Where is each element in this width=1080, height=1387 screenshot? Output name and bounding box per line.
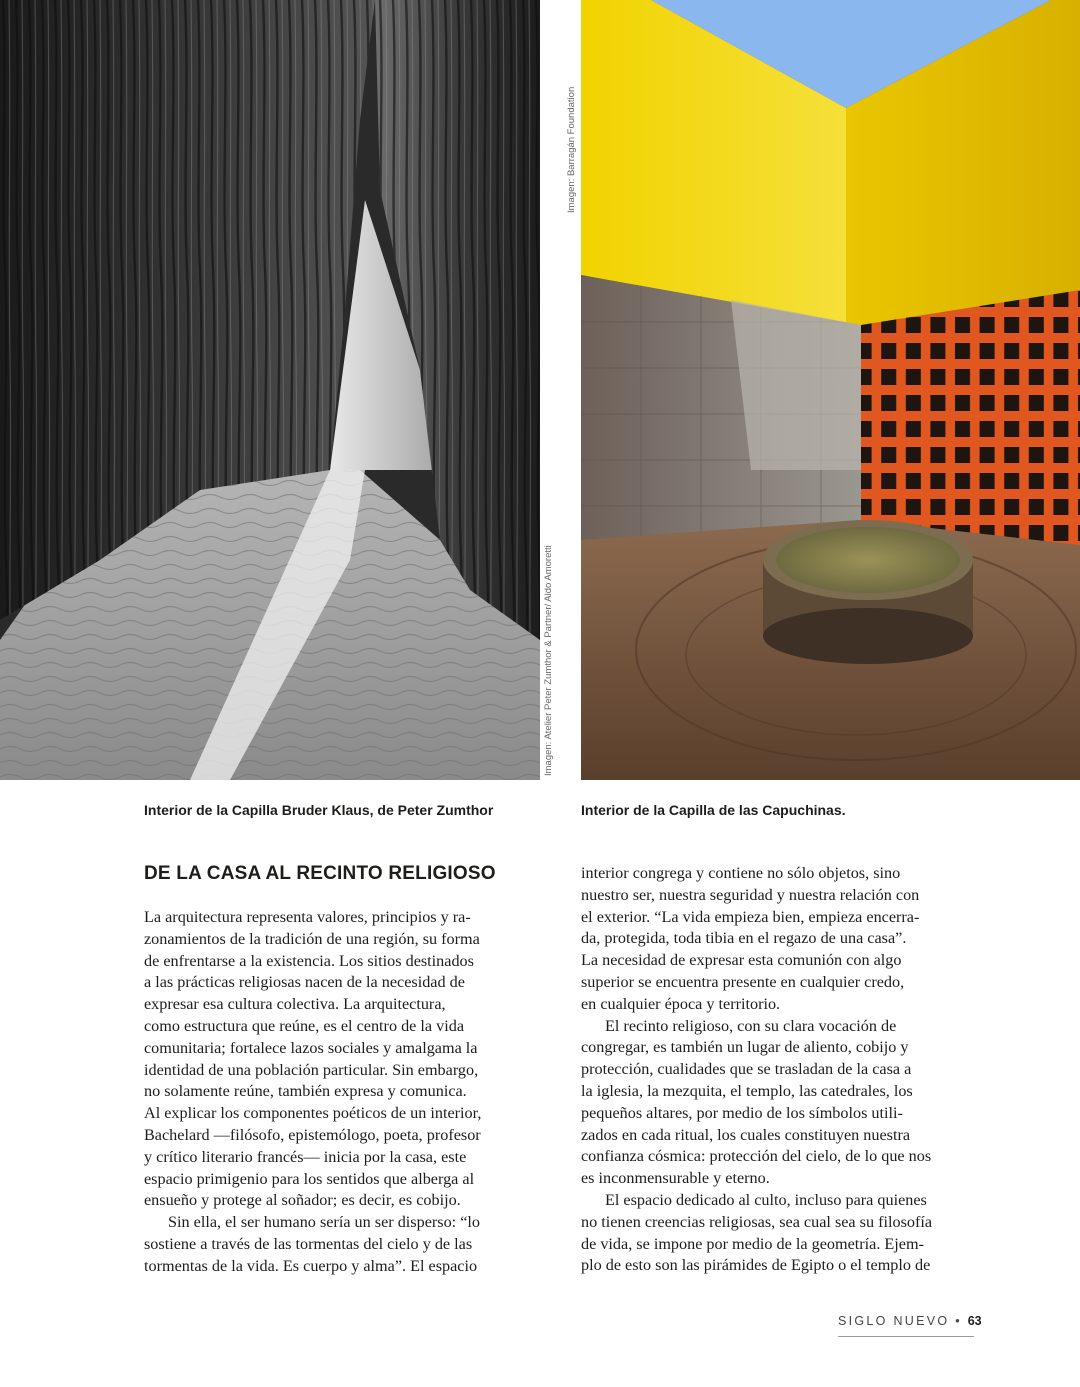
text-line: el exterior. “La vida empieza bien, empieza encerra- (581, 907, 920, 926)
text-line: interior congrega y contiene no sólo objetos, sino (581, 864, 901, 882)
text-line: ensueño y protege al soñador; es decir, es cobijo. (144, 1191, 461, 1210)
photo-credit-right: Imagen: Barragán Foundation (566, 86, 577, 213)
text-line: espacio primigenio para los sentidos que alberga al (144, 1169, 475, 1188)
capuchinas-chapel-image (581, 0, 1080, 780)
caption-left: Interior de la Capilla Bruder Klaus, de Peter Zumthor (144, 802, 494, 818)
photo-bruder-klaus-chapel (0, 0, 540, 780)
magazine-name: SIGLO NUEVO (838, 1314, 950, 1328)
text-line: sostiene a través de las tormentas del cielo y de las (144, 1234, 473, 1253)
text-line: comunitaria; fortalece lazos sociales y amalgama la (144, 1038, 478, 1057)
text-line: congregar, es también un lugar de aliento, cobijo y (581, 1038, 909, 1057)
text-line: Sin ella, el ser humano sería un ser disperso: “lo (168, 1213, 480, 1232)
article-column-left (144, 907, 526, 1278)
text-line: expresar esa cultura colectiva. La arquitectura, (144, 995, 446, 1014)
text-line: a las prácticas religiosas nacen de la necesidad de (144, 973, 465, 992)
text-line: protección, cualidades que se trasladan de la casa a (581, 1060, 912, 1079)
text-line: es inconmensurable y eterno. (581, 1169, 770, 1188)
text-line: zonamientos de la tradición de una región, su forma (144, 929, 480, 948)
text-line: plo de esto son las pirámides de Egipto o el templo de (581, 1256, 931, 1275)
photo-credit-left: Imagen: Atelier Peter Zumthor & Partner/ Aldo Amoretti (543, 545, 554, 776)
article-column-right (581, 863, 976, 1277)
text-line: confianza cósmica: protección del cielo, de lo que nos (581, 1147, 932, 1166)
page-number: 63 (967, 1314, 982, 1328)
text-line: El recinto religioso, con su clara vocación de (605, 1016, 897, 1035)
text-line: y crítico literario francés— inicia por la casa, este (144, 1147, 467, 1166)
folio-separator: • (955, 1314, 962, 1328)
folio-rule (838, 1336, 974, 1337)
text-line: Bachelard —filósofo, epistemólogo, poeta, profesor (144, 1125, 481, 1144)
photo-capuchinas-chapel (581, 0, 1080, 780)
text-line: no solamente reúne, también expresa y comunica. (144, 1082, 467, 1101)
text-line: no tienen creencias religiosas, sea cual sea su filosofía (581, 1212, 933, 1231)
text-line: pequeños altares, por medio de los símbolos utili- (581, 1103, 903, 1122)
text-line: de vida, se impone por medio de la geometría. Ejem- (581, 1234, 924, 1253)
text-line: identidad de una población particular. Sin embargo, (144, 1060, 479, 1079)
text-line: da, protegida, toda tibia en el regazo de una casa”. (581, 929, 907, 948)
page-folio (838, 1314, 982, 1328)
text-line: tormentas de la vida. Es cuerpo y alma”. El espacio (144, 1256, 478, 1275)
text-line: El espacio dedicado al culto, incluso para quienes (605, 1190, 927, 1209)
caption-right: Interior de la Capilla de las Capuchinas. (581, 802, 846, 818)
text-line: superior se encuentra presente en cualquier credo, (581, 972, 905, 991)
text-line: zados en cada ritual, los cuales constituyen nuestra (581, 1125, 911, 1144)
section-heading: DE LA CASA AL RECINTO RELIGIOSO (144, 863, 496, 884)
text-line: nuestro ser, nuestra seguridad y nuestra relación con (581, 885, 920, 904)
text-line: La arquitectura representa valores, principios y ra- (144, 908, 471, 926)
text-line: como estructura que reúne, es el centro de la vida (144, 1016, 465, 1035)
text-line: La necesidad de expresar esta comunión con algo (581, 951, 902, 970)
text-line: en cualquier época y territorio. (581, 994, 781, 1013)
text-line: de enfrentarse a la existencia. Los sitios destinados (144, 951, 474, 970)
bruder-klaus-chapel-image (0, 0, 540, 780)
text-line: la iglesia, la mezquita, el templo, las catedrales, los (581, 1081, 913, 1100)
text-line: Al explicar los componentes poéticos de un interior, (144, 1104, 482, 1123)
